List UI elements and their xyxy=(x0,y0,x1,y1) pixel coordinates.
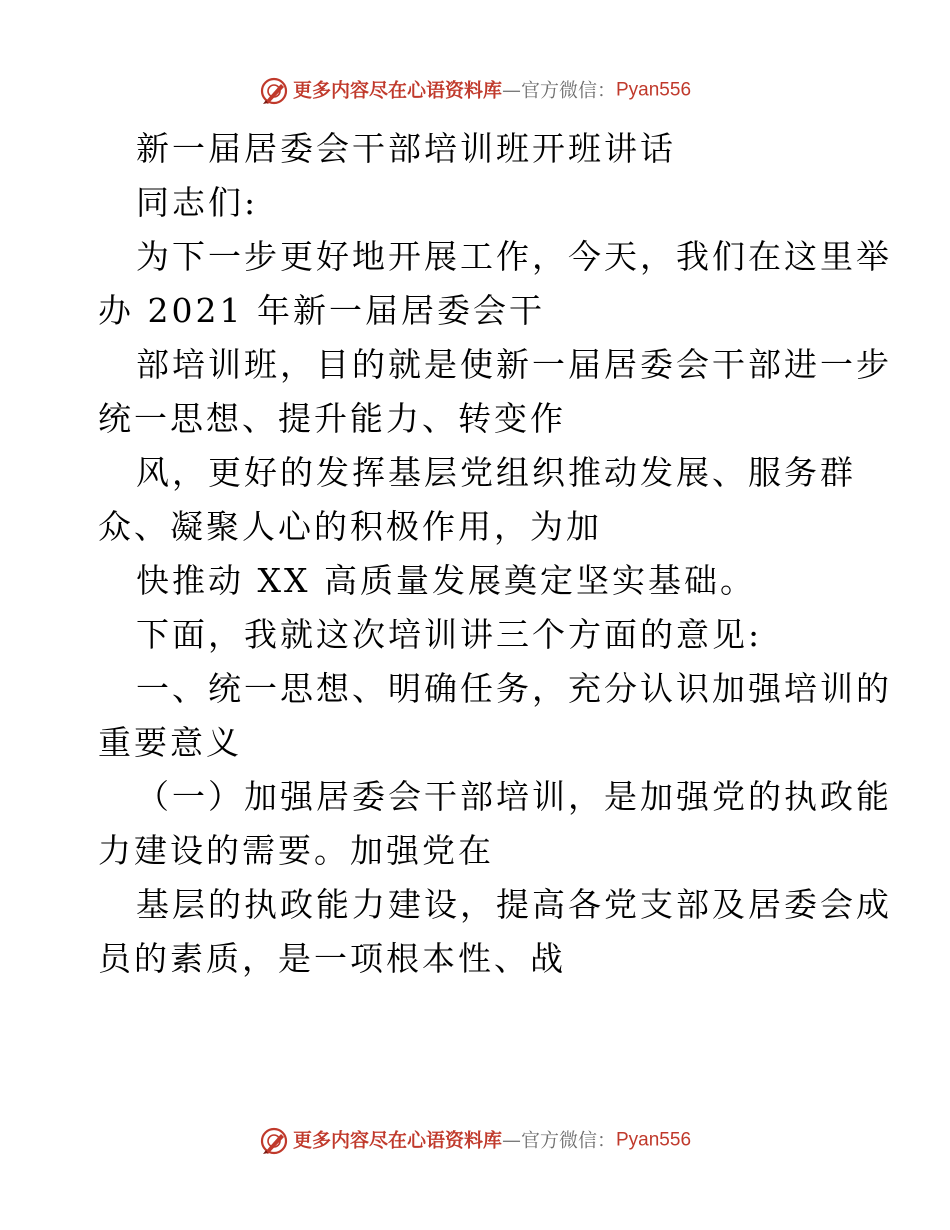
watermark-wechat-id: Pyan556 xyxy=(616,1129,692,1151)
watermark-separator: — xyxy=(501,1129,521,1152)
body-line: 部培训班，目的就是使新一届居委会干部进一步 xyxy=(136,345,892,384)
pen-logo-icon xyxy=(259,1126,289,1156)
body-line: 力建设的需要。加强党在 xyxy=(98,831,494,870)
document-title: 新一届居委会干部培训班开班讲话 xyxy=(136,129,676,168)
document-body xyxy=(98,122,892,986)
body-line: 风，更好的发挥基层党组织推动发展、服务群 xyxy=(136,453,856,492)
body-line: 众、凝聚人心的积极作用，为加 xyxy=(98,507,602,546)
pen-logo-icon xyxy=(259,76,289,106)
body-line: 员的素质，是一项根本性、战 xyxy=(98,939,566,978)
watermark-wechat-id: Pyan556 xyxy=(616,79,692,101)
watermark-wechat-label: 官方微信： xyxy=(520,79,616,102)
watermark-text: 更多内容尽在心语资料库 xyxy=(292,1129,502,1152)
watermark-wechat-label: 官方微信： xyxy=(520,1129,616,1152)
section-heading: 重要意义 xyxy=(98,723,242,762)
subsection-heading: （一）加强居委会干部培训，是加强党的执政能 xyxy=(136,777,892,816)
body-line: 下面，我就这次培训讲三个方面的意见: xyxy=(136,615,763,654)
watermark-footer xyxy=(0,1125,950,1156)
watermark-text: 更多内容尽在心语资料库 xyxy=(292,79,502,102)
watermark-separator: — xyxy=(501,79,521,102)
section-heading: 一、统一思想、明确任务，充分认识加强培训的 xyxy=(136,669,892,708)
watermark-header xyxy=(0,75,950,106)
salutation: 同志们: xyxy=(136,183,259,222)
body-line: 统一思想、提升能力、转变作 xyxy=(98,399,566,438)
body-line: 为下一步更好地开展工作，今天，我们在这里举 xyxy=(136,237,892,276)
body-line: 基层的执政能力建设，提高各党支部及居委会成 xyxy=(136,885,892,924)
body-line: 快推动 XX 高质量发展奠定坚实基础。 xyxy=(136,561,756,600)
body-line: 办 2021 年新一届居委会干 xyxy=(98,291,545,330)
